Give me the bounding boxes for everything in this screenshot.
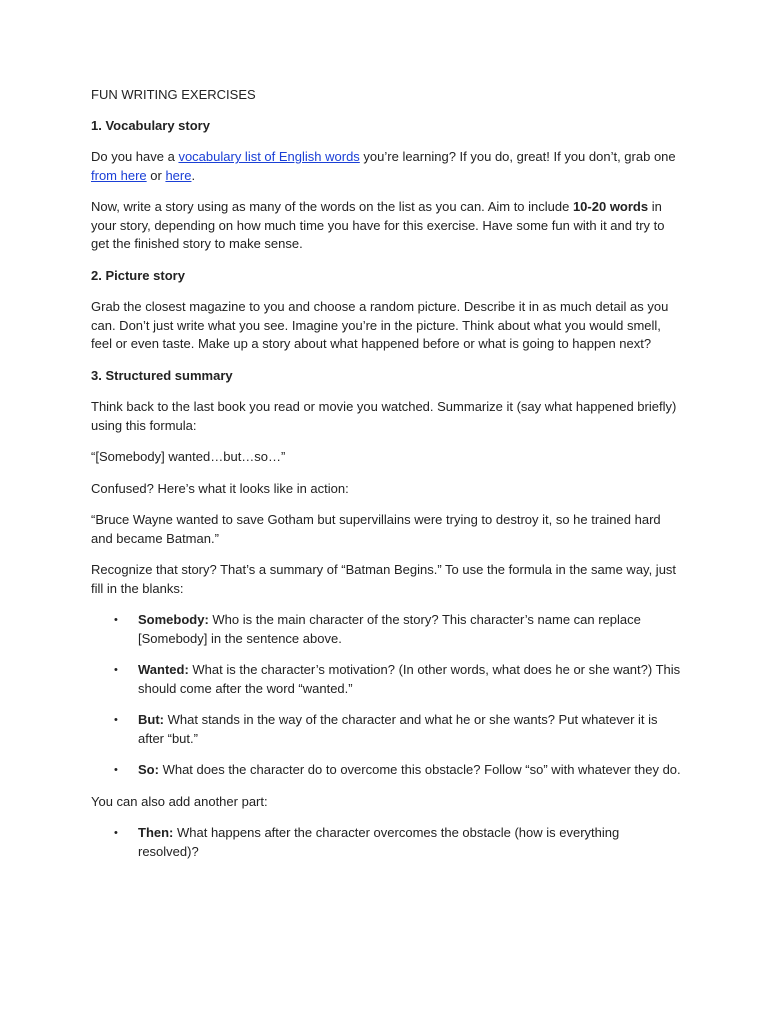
bullet-term: Then: <box>138 825 174 840</box>
picture-story-paragraph: Grab the closest magazine to you and choose a random picture. Describe it in as much detail as you can. Don’t just write what you see. Imagine you’re in the picture. Think about what you would smell, feel or even taste. Make up a story about what happened before or what is going to happen next? <box>91 299 669 351</box>
bullet-list-2 <box>91 824 681 861</box>
text-run: Now, write a story using as many of the words on the list as you can. Aim to include <box>91 199 573 214</box>
summary-paragraph-3: Confused? Here’s what it looks like in action: <box>91 480 349 496</box>
bold-text: 10-20 words <box>572 199 649 214</box>
bullet-icon: • <box>114 714 118 726</box>
text-run: or <box>146 167 166 183</box>
another-part-paragraph: You can also add another part: <box>91 793 268 809</box>
text-run: Do you have a <box>91 149 179 164</box>
section-heading-vocabulary: 1. Vocabulary story <box>91 117 210 133</box>
bullet-term: Wanted: <box>138 662 189 677</box>
page-title: FUN WRITING EXERCISES <box>91 87 256 102</box>
list-item <box>91 661 681 698</box>
bullet-icon: • <box>114 827 118 839</box>
bullet-icon: • <box>114 614 118 626</box>
bullet-text: What is the character’s motivation? (In other words, what does he or she want?) This should come after the word “wanted.” <box>138 662 681 696</box>
vocabulary-paragraph-2 <box>91 198 681 254</box>
bullet-list <box>91 611 681 780</box>
summary-paragraph-5: Recognize that story? That’s a summary of “Batman Begins.” To use the formula in the same way, just fill in the blanks: <box>91 562 677 596</box>
text-run: . <box>191 167 196 183</box>
here-link[interactable]: here <box>165 167 192 183</box>
text-run: in your story, depending on how much time you have for this exercise. Have some fun with it and try to get the finished story to make sense. <box>91 199 665 251</box>
from-here-link[interactable]: from here <box>91 167 147 183</box>
list-item <box>91 611 681 648</box>
bullet-icon: • <box>114 664 118 676</box>
bullet-text: What stands in the way of the character and what he or she wants? Put whatever it is after “but.” <box>138 712 658 746</box>
batman-example-paragraph: “Bruce Wayne wanted to save Gotham but supervillains were trying to destroy it, so he trained hard and became Batman.” <box>91 512 661 546</box>
text-run: you’re learning? If you do, great! If you don’t, grab one <box>359 149 676 164</box>
summary-paragraph-1: Think back to the last book you read or movie you watched. Summarize it (say what happened briefly) using this formula: <box>91 399 677 433</box>
bullet-term: So: <box>138 762 159 777</box>
document-page <box>91 86 681 874</box>
list-item <box>91 761 681 780</box>
section-heading-structured-summary: 3. Structured summary <box>91 367 233 383</box>
bullet-text: Who is the main character of the story? This character’s name can replace [Somebody] in the sentence above. <box>138 612 641 646</box>
bullet-term: Somebody: <box>138 612 209 627</box>
formula-paragraph: “[Somebody] wanted…but…so…” <box>91 449 286 464</box>
vocabulary-list-link[interactable]: vocabulary list of English words <box>178 149 360 164</box>
vocabulary-paragraph-1 <box>91 148 681 185</box>
bullet-icon: • <box>114 764 118 776</box>
bullet-term: But: <box>138 712 164 727</box>
bullet-text: What does the character do to overcome this obstacle? Follow “so” with whatever they do. <box>158 762 681 777</box>
section-heading-picture-story: 2. Picture story <box>91 267 185 283</box>
list-item <box>91 711 681 748</box>
bullet-text: What happens after the character overcomes the obstacle (how is everything resolved)? <box>138 825 620 859</box>
list-item <box>91 824 681 861</box>
